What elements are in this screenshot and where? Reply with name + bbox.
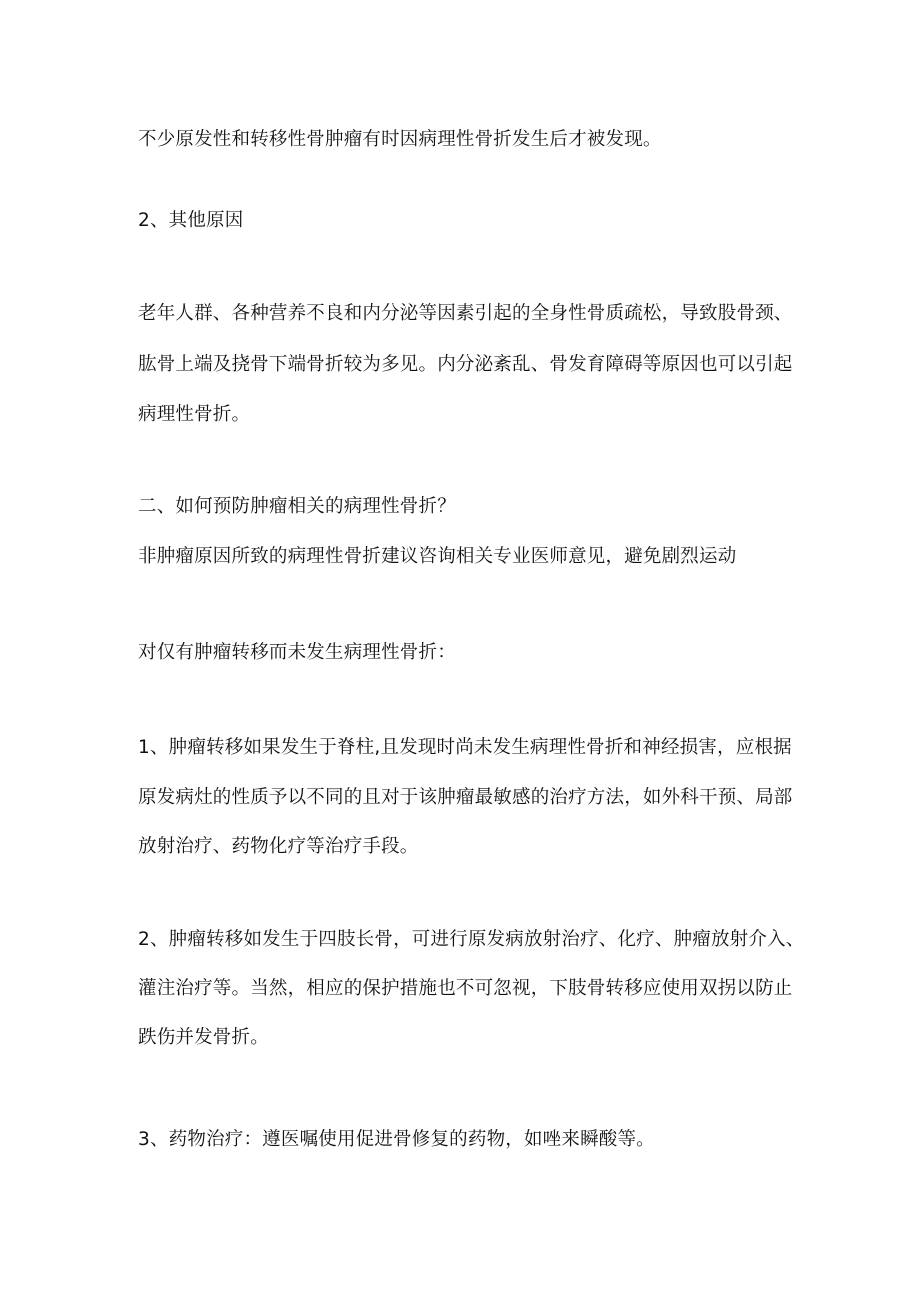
item-2-line-3: 跌伤并发骨折。 xyxy=(138,1027,269,1048)
subheading-other-causes: 2、其他原因 xyxy=(138,210,244,231)
paragraph-osteoporosis-line-2: 肱骨上端及挠骨下端骨折较为多见。内分泌紊乱、骨发育障碍等原因也可以引起 xyxy=(138,354,793,375)
paragraph-osteoporosis-line-1: 老年人群、各种营养不良和内分泌等因素引起的全身性骨质疏松，导致股骨颈、 xyxy=(138,303,793,324)
paragraph-osteoporosis-line-3: 病理性骨折。 xyxy=(138,404,251,425)
section-heading-prevention: 二、如何预防肿瘤相关的病理性骨折？ xyxy=(138,496,456,517)
paragraph-pathologic-fracture-discovery: 不少原发性和转移性骨肿瘤有时因病理性骨折发生后才被发现。 xyxy=(138,129,662,150)
item-2-line-1: 2、肿瘤转移如发生于四肢长骨，可进行原发病放射治疗、化疗、肿瘤放射介入、 xyxy=(138,929,805,950)
paragraph-metastasis-intro: 对仅有肿瘤转移而未发生病理性骨折： xyxy=(138,642,456,663)
item-1-line-3: 放射治疗、药物化疗等治疗手段。 xyxy=(138,836,419,857)
item-1-line-1: 1、肿瘤转移如果发生于脊柱,且发现时尚未发生病理性骨折和神经损害，应根据 xyxy=(138,737,792,758)
item-2-line-2: 灌注治疗等。当然，相应的保护措施也不可忽视，下肢骨转移应使用双拐以防止 xyxy=(138,978,793,999)
paragraph-non-tumor-advice: 非肿瘤原因所致的病理性骨折建议咨询相关专业医师意见，避免剧烈运动 xyxy=(138,546,737,567)
item-3-line-1: 3、药物治疗：遵医嘱使用促进骨修复的药物，如唑来瞬酸等。 xyxy=(138,1129,655,1150)
item-1-line-2: 原发病灶的性质予以不同的且对于该肿瘤最敏感的治疗方法，如外科干预、局部 xyxy=(138,787,793,808)
